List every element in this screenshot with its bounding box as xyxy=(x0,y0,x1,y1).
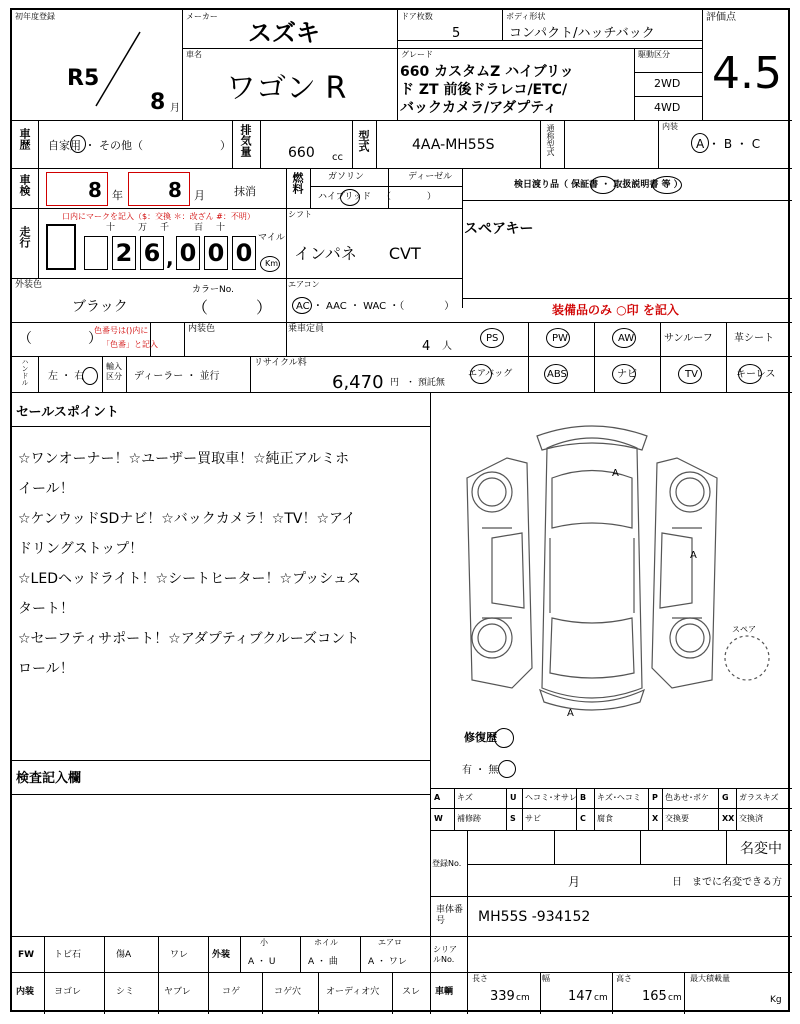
grade-label: グレード xyxy=(401,50,433,59)
serial-label: シリアルNo. xyxy=(433,945,457,965)
equip-aw-circle xyxy=(612,328,636,348)
equip-airbag: エアバッグ xyxy=(468,369,513,379)
fw-item-2: 傷A xyxy=(116,950,132,960)
sales-points xyxy=(18,448,426,688)
interior-color-paren: （ ） xyxy=(18,331,102,347)
height-label: 高さ xyxy=(616,974,632,983)
capacity-unit: 人 xyxy=(442,341,452,352)
chassis-number: MH55S -934152 xyxy=(478,909,591,925)
drive-4wd: 4WD xyxy=(654,101,681,114)
digit-unit-1: 万 xyxy=(138,223,148,233)
manual-circle xyxy=(652,176,682,194)
aircon: AC ・ AAC ・ WAC ・（ ） xyxy=(296,301,455,312)
cc-unit: cc xyxy=(332,152,343,163)
drive-label: 駆動区分 xyxy=(638,50,670,59)
score-label: 評価点 xyxy=(706,12,736,23)
digit-unit-2: 千 xyxy=(160,223,170,233)
inspection-month-unit: 月 xyxy=(194,189,205,202)
length-value: 339 xyxy=(490,989,515,1004)
width-value: 147 xyxy=(568,989,593,1004)
type-label: 型式 xyxy=(357,130,370,152)
registration-label: 登録No. xyxy=(432,859,462,868)
int-item-2: シミ xyxy=(116,987,135,997)
inspection-label: 車検 xyxy=(18,174,31,196)
int-label: 内装 xyxy=(16,987,35,997)
common-type-label: 通称型式 xyxy=(546,124,555,156)
slash-mark xyxy=(92,30,142,110)
fuel-hybrid-circle xyxy=(340,189,360,206)
legend-label: 補修跡 xyxy=(457,814,481,823)
equip-leather: 革シート xyxy=(734,333,774,344)
fuel-label: 燃料 xyxy=(291,172,304,194)
displacement-label: 排気量 xyxy=(239,124,252,157)
int-item-7: スレ xyxy=(402,987,421,997)
sales-line-3: ☆ケンウッドSDナビ！☆バックカメラ！☆TV！☆アイ xyxy=(18,511,356,527)
equipment-note: 装備品のみ ○印 を記入 xyxy=(552,303,679,317)
mileage-digit-6: 0 xyxy=(232,236,256,270)
usage-circle xyxy=(70,135,86,153)
spare-key: スペアキー xyxy=(464,221,534,237)
repair-history-circle xyxy=(494,728,514,748)
interior-label: 内装 xyxy=(662,122,678,131)
equip-pw: PW xyxy=(552,333,568,344)
handle-side: 左 ・ 右 xyxy=(48,371,85,382)
damage-mark-roof: A xyxy=(612,468,619,479)
equip-aw: AW xyxy=(618,333,635,344)
length-unit: cm xyxy=(516,993,530,1003)
car-diagram xyxy=(452,418,782,718)
repair-history-label: 修復歴 xyxy=(464,731,497,744)
inspection-year: 8 xyxy=(88,178,102,202)
small-label: 小 xyxy=(260,938,268,947)
import-type: ディーラー ・ 並行 xyxy=(134,371,220,382)
mileage-note: 口内にマークを記入（$：交換 ＊：改ざん #：不明） xyxy=(62,212,255,221)
km-unit: Km xyxy=(265,259,279,268)
legend-code: W xyxy=(434,814,443,823)
legend-label: キズ･ヘコミ xyxy=(597,793,641,802)
height-unit: cm xyxy=(668,993,682,1003)
legend-label: 腐食 xyxy=(597,814,613,823)
recycle-label: リサイクル料 xyxy=(254,358,307,368)
usage-label: 車歴 xyxy=(18,128,31,150)
wheel-label: ホイル xyxy=(314,938,338,947)
km-circle xyxy=(260,256,280,272)
year-unit: 年 xyxy=(112,189,123,202)
cancelled-label: 抹消 xyxy=(234,185,256,198)
fuel-hybrid: ハイブリッド xyxy=(318,192,372,202)
legend-label: ヘコミ･オサレ xyxy=(525,793,577,802)
auction-sheet xyxy=(10,8,790,1012)
equip-ps-circle xyxy=(480,328,504,348)
aero-vals: A ・ ワレ xyxy=(368,957,407,967)
capacity-label: 乗車定員 xyxy=(288,324,325,334)
doors-label: ドア枚数 xyxy=(401,12,433,21)
repair-none-circle xyxy=(498,760,516,778)
inspector-title: 検査記入欄 xyxy=(16,771,82,786)
interior-grade-circle xyxy=(691,133,709,153)
handle-circle xyxy=(82,367,98,385)
width-unit: cm xyxy=(594,993,608,1003)
legend-label: サビ xyxy=(525,814,541,823)
model-label: 車名 xyxy=(186,50,202,59)
interior-color-label: 内装色 xyxy=(188,324,216,334)
legend-label: ガラスキズ xyxy=(739,793,779,802)
shift-label: シフト xyxy=(288,210,312,219)
body-label: ボディ形状 xyxy=(506,12,546,21)
legend-code: C xyxy=(580,814,586,823)
height-value: 165 xyxy=(642,989,667,1004)
exterior-color-label: 外装色 xyxy=(15,280,43,290)
aircon-label: エアコン xyxy=(288,280,320,289)
legend-code: P xyxy=(652,793,658,802)
sales-line-2: イール！ xyxy=(18,481,74,497)
equip-abs-circle xyxy=(544,364,568,384)
name-change: 名変中 xyxy=(740,841,782,857)
interior-color-note-2: 「色番」と記入 xyxy=(102,340,158,349)
repair-history-value: 有 ・ 無 xyxy=(462,765,499,776)
equip-tv-circle xyxy=(678,364,702,384)
int-item-1: ヨゴレ xyxy=(54,987,82,997)
max-load-label: 最大積載量 xyxy=(690,974,730,983)
grade-line-3: バックカメラ/アダプティ xyxy=(400,100,558,116)
color-no-label: カラーNo. xyxy=(192,285,234,295)
int-item-6: オーディオ穴 xyxy=(326,987,380,997)
fuel-gasoline: ガソリン xyxy=(328,172,365,182)
capacity: 4 xyxy=(422,339,431,354)
equip-navi: ナビ xyxy=(617,369,637,380)
score: 4.5 xyxy=(712,48,782,99)
wheel-vals: A ・ 曲 xyxy=(308,957,338,967)
digit-unit-3: 百 xyxy=(194,223,204,233)
int-item-3: ヤブレ xyxy=(164,987,191,997)
fw-label: FW xyxy=(18,950,35,960)
legend-code: G xyxy=(722,793,729,802)
legend-label: キズ xyxy=(457,793,473,802)
exterior-label: 外装 xyxy=(212,950,231,960)
digit-unit-0: 十 xyxy=(106,223,116,233)
equip-keyless: キーレス xyxy=(736,369,776,380)
fw-item-1: トビ石 xyxy=(54,950,82,960)
equip-abs: ABS xyxy=(547,369,567,380)
fw-item-3: ワレ xyxy=(170,950,189,960)
mileage-digit-1 xyxy=(84,236,108,270)
usage: 自家用 ・ その他（ ） xyxy=(48,139,231,152)
registration-month: 月 xyxy=(568,875,581,889)
mileage-comma: , xyxy=(166,246,174,270)
width-label: 幅 xyxy=(542,974,550,983)
equip-navi-circle xyxy=(612,364,636,384)
included-docs: 検日渡り品（ 保証書 ・ 取扱説明書 等 ） xyxy=(514,180,683,190)
mileage-label: 走行 xyxy=(18,226,31,248)
model-type: 4AA-MH55S xyxy=(412,137,495,153)
legend-code: X xyxy=(652,814,659,823)
month-unit: 月 xyxy=(170,103,180,114)
sales-line-5: ☆LEDヘッドライト！☆シートヒーター！☆プッシュス xyxy=(18,571,361,587)
fuel-other: （ ） xyxy=(382,192,437,202)
color-no: （ ） xyxy=(192,298,273,317)
maker: スズキ xyxy=(248,19,320,47)
sales-line-1: ☆ワンオーナー！☆ユーザー買取車！☆純正アルミホ xyxy=(18,451,350,467)
legend-label: 交換済 xyxy=(739,814,763,823)
exterior-color: ブラック xyxy=(72,299,128,315)
interior-grades: A ・ B ・ C xyxy=(696,137,761,151)
damage-mark-rear: A xyxy=(567,708,574,718)
recycle-fee: 6,470 xyxy=(332,372,384,393)
interior-color-note-1: 色番号は()内に xyxy=(94,326,149,335)
sales-line-8: ロール！ xyxy=(18,661,74,677)
equip-pw-circle xyxy=(546,328,570,348)
mile-unit: マイル xyxy=(258,233,285,243)
damage-mark-right: A xyxy=(690,550,697,561)
legend-label: 交換要 xyxy=(665,814,689,823)
displacement: 660 xyxy=(288,145,315,161)
body-type: コンパクト/ハッチバック xyxy=(509,26,655,41)
inspection-month: 8 xyxy=(168,178,182,202)
aero-label: エアロ xyxy=(378,938,402,947)
maker-label: メーカー xyxy=(186,12,218,21)
equip-ps: PS xyxy=(486,333,499,344)
mileage-digit-2: 2 xyxy=(112,236,136,270)
first-reg-label: 初年度登録 xyxy=(15,12,55,21)
doors: 5 xyxy=(452,26,461,41)
legend-code: U xyxy=(510,793,517,802)
legend-code: S xyxy=(510,814,516,823)
recycle-deposit: ・ 預託無 xyxy=(406,378,445,388)
sales-line-7: ☆セーフティサポート！☆アダプティブクルーズコント xyxy=(18,631,360,647)
max-load-unit: Kg xyxy=(770,995,782,1005)
import-label: 輸入区分 xyxy=(106,362,122,382)
equip-airbag-circle xyxy=(470,364,492,384)
legend-code: A xyxy=(434,793,441,802)
sales-line-6: タート！ xyxy=(18,601,74,617)
int-item-4: コゲ xyxy=(222,987,241,997)
spare-tire-label: スペア xyxy=(732,625,756,634)
legend-code: XX xyxy=(722,814,735,823)
chassis-label: 車体番号 xyxy=(436,905,464,926)
first-reg-era: R5 xyxy=(67,66,100,91)
mileage-digit-5: 0 xyxy=(204,236,228,270)
shift-value: インパネ CVT xyxy=(294,244,421,263)
equip-sunroof: サンルーフ xyxy=(664,333,713,344)
aircon-circle xyxy=(292,297,312,314)
handle-label: ハンドル xyxy=(21,358,29,386)
int-item-5: コゲ穴 xyxy=(274,987,302,997)
fuel-diesel: ディーゼル xyxy=(408,172,453,182)
sales-title: セールスポイント xyxy=(16,405,119,420)
warranty-circle xyxy=(590,176,616,194)
equip-keyless-circle xyxy=(738,364,762,384)
model-name: ワゴン R xyxy=(226,71,347,106)
recycle-unit: 円 xyxy=(390,378,400,388)
grade-line-1: 660 カスタムZ ハイブリッ xyxy=(400,64,574,80)
small-vals: A ・ U xyxy=(248,957,276,967)
mileage-digit-3: 6 xyxy=(140,236,164,270)
mileage-digit-4: 0 xyxy=(176,236,200,270)
grade-line-2: ド ZT 前後ドラレコ/ETC/ xyxy=(400,82,568,98)
legend-code: B xyxy=(580,793,587,802)
length-label: 長さ xyxy=(472,974,488,983)
sales-line-4: ドリングストップ！ xyxy=(18,541,144,557)
drive-2wd: 2WD xyxy=(654,77,681,90)
registration-day-note: 日 までに名変できる方 xyxy=(672,877,782,888)
digit-unit-4: 十 xyxy=(216,223,226,233)
equip-tv: TV xyxy=(685,369,698,380)
first-reg-month: 8 xyxy=(150,90,166,115)
legend-label: 色あせ･ボケ xyxy=(665,793,709,802)
dims-label: 車輌 xyxy=(435,987,454,997)
